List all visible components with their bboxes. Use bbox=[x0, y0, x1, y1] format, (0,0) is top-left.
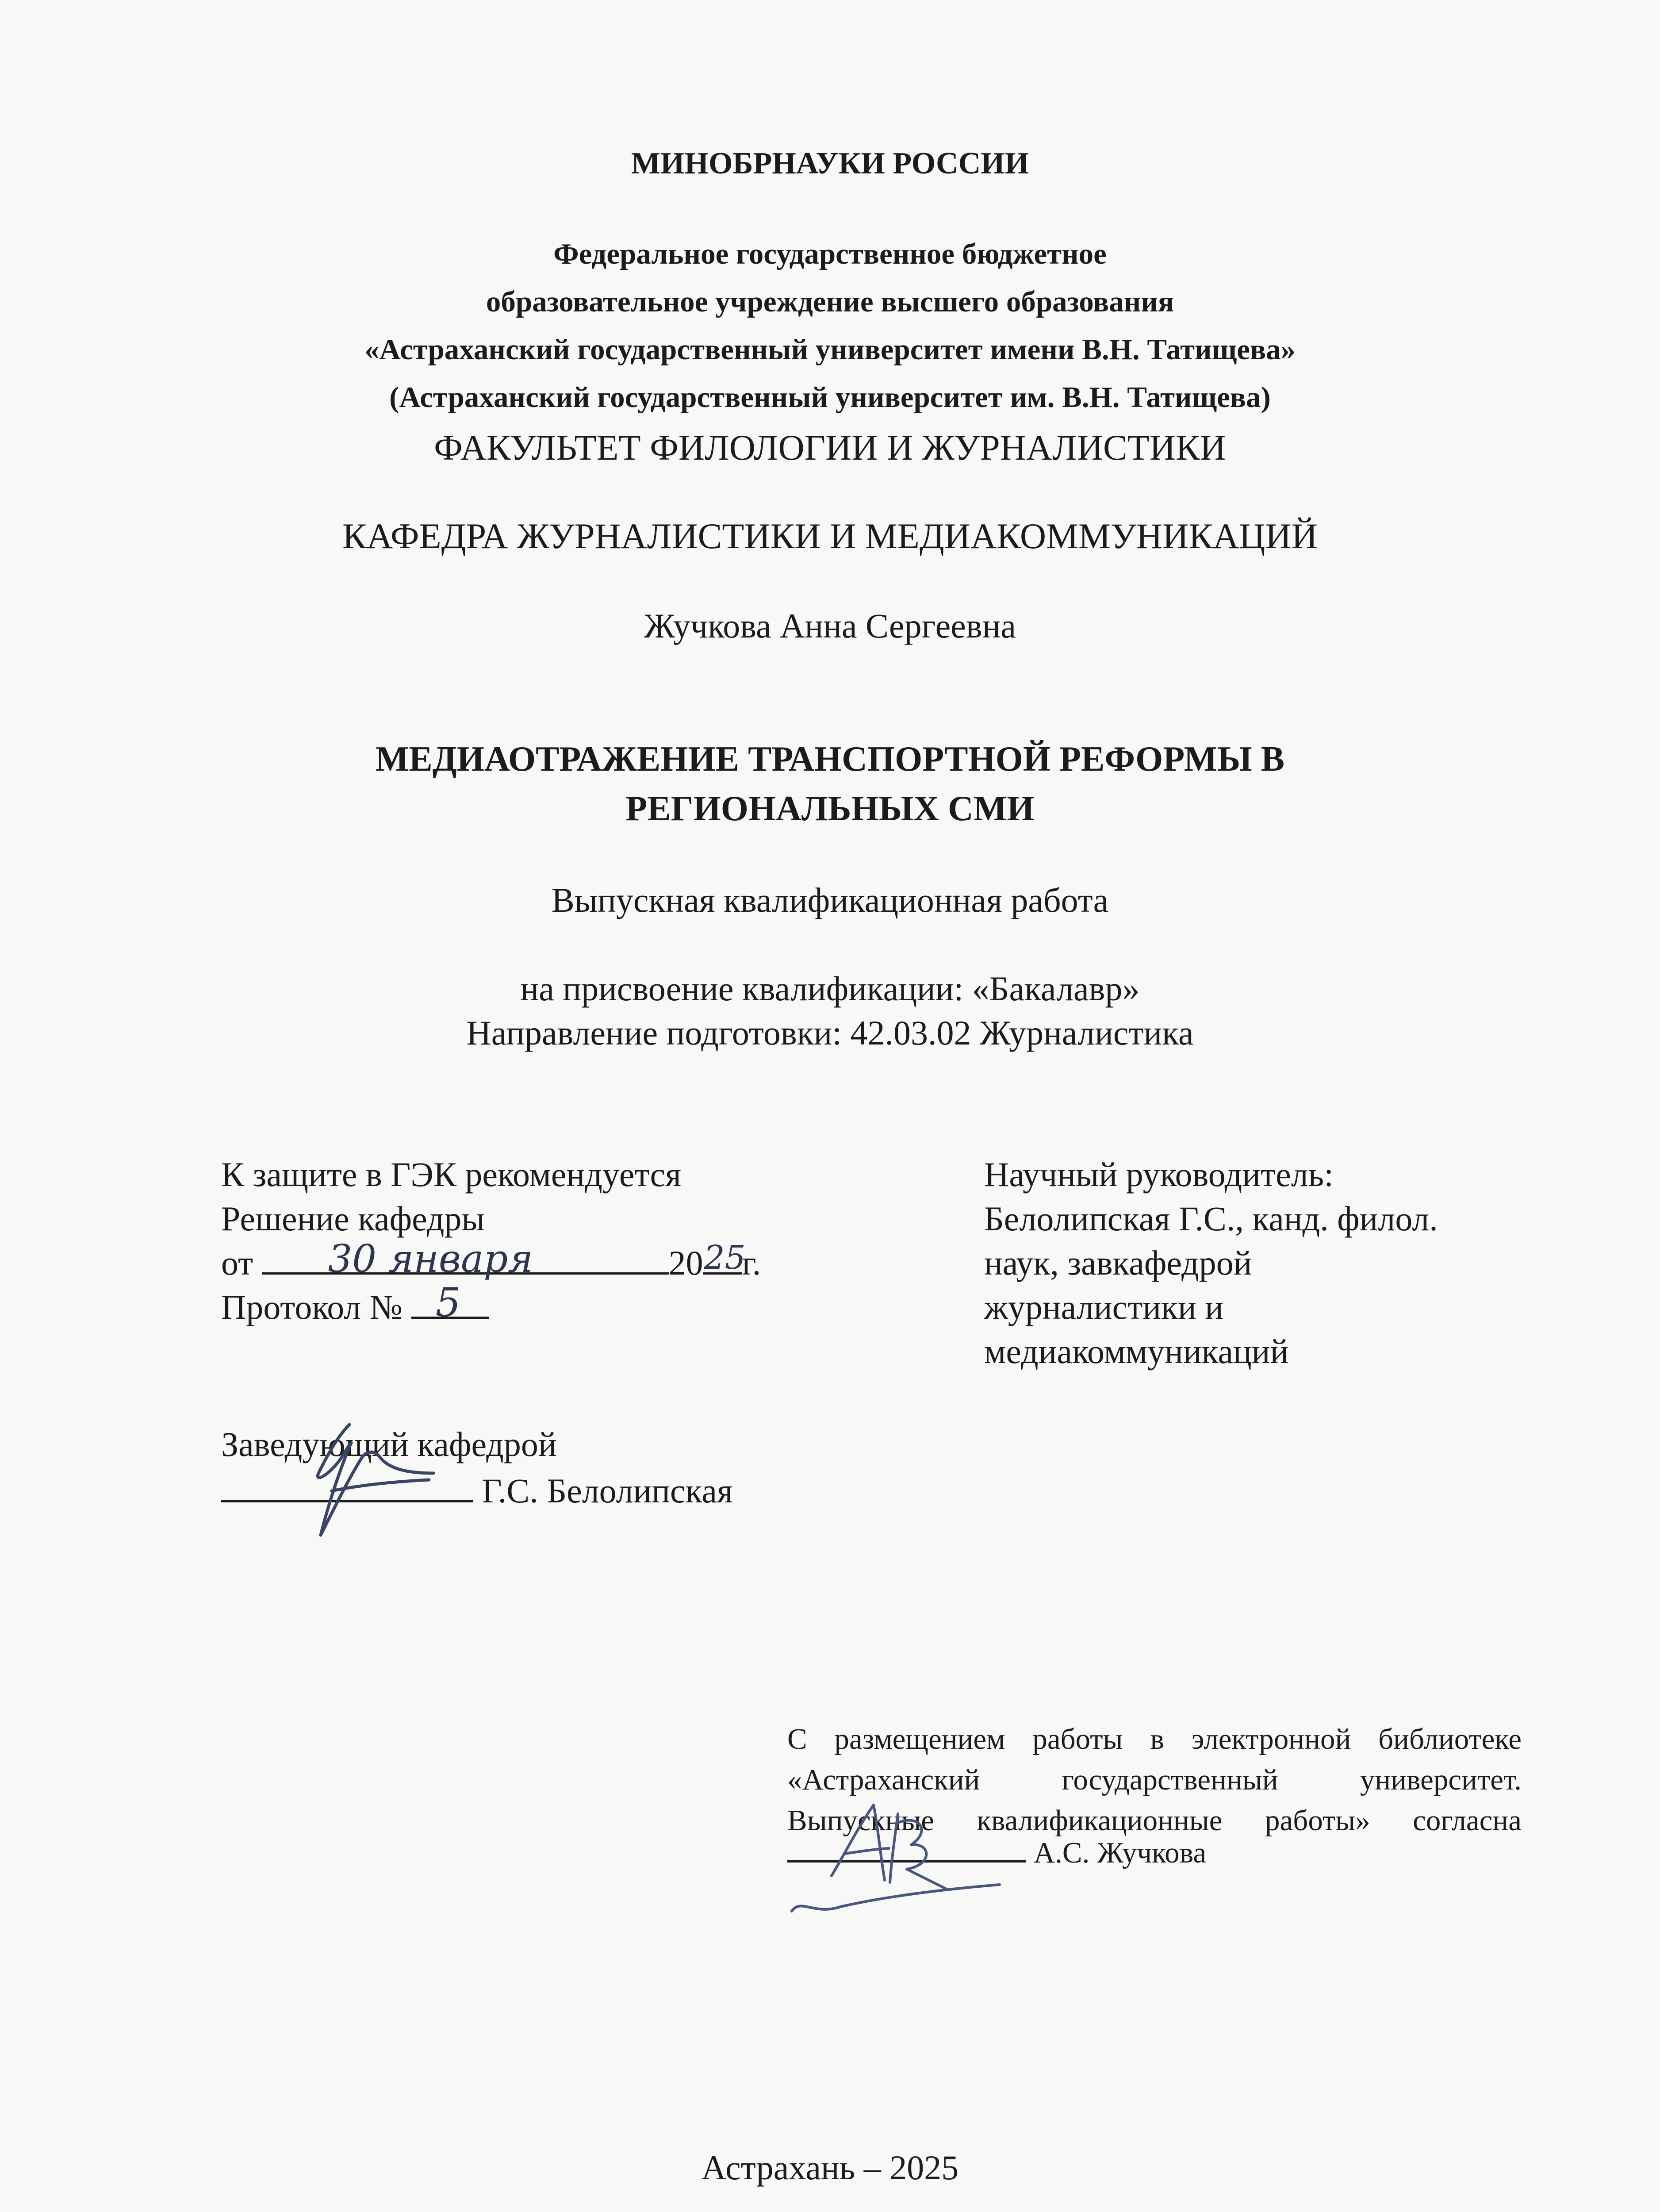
qualification: на присвоение квалификации: «Бакалавр» bbox=[520, 969, 1140, 1008]
consent-line: С размещением работы в электронной библиотеке bbox=[787, 1723, 1522, 1755]
author-name: Жучкова Анна Сергеевна bbox=[644, 607, 1016, 645]
department-name: КАФЕДРА ЖУРНАЛИСТИКИ И МЕДИАКОММУНИКАЦИЙ bbox=[342, 516, 1318, 556]
year-prefix: 20 bbox=[668, 1244, 703, 1282]
year-blank bbox=[703, 1239, 746, 1277]
org-line: Федеральное государственное бюджетное bbox=[553, 238, 1107, 270]
supervisor-line: журналистики и bbox=[984, 1288, 1223, 1326]
defense-recommended: К защите в ГЭК рекомендуется bbox=[221, 1155, 682, 1194]
supervisor-line: наук, завкафедрой bbox=[984, 1244, 1252, 1282]
faculty-name: ФАКУЛЬТЕТ ФИЛОЛОГИИ И ЖУРНАЛИСТИКИ bbox=[434, 427, 1226, 468]
head-signature-icon bbox=[283, 1407, 442, 1548]
defense-decision: Решение кафедры bbox=[221, 1199, 485, 1238]
consent-line: «Астраханский государственный университет. bbox=[787, 1763, 1522, 1796]
head-label: Заведующий кафедрой bbox=[221, 1425, 557, 1463]
org-line: образовательное учреждение высшего образования bbox=[486, 285, 1174, 318]
handwritten-protocol-number: 5 bbox=[435, 1279, 461, 1326]
title-line: РЕГИОНАЛЬНЫХ СМИ bbox=[625, 789, 1035, 828]
protocol-blank bbox=[411, 1279, 489, 1326]
direction: Направление подготовки: 42.03.02 Журналистика bbox=[466, 1014, 1194, 1052]
city-year: Астрахань – 2025 bbox=[701, 2148, 959, 2187]
handwritten-date: 30 января bbox=[328, 1237, 533, 1281]
thesis-title bbox=[0, 734, 1660, 833]
ministry-name: МИНОБРНАУКИ РОССИИ bbox=[631, 146, 1029, 180]
protocol-label: Протокол № bbox=[221, 1288, 403, 1326]
date-blank bbox=[262, 1237, 669, 1281]
organization-name bbox=[0, 230, 1660, 421]
author-signature-icon bbox=[778, 1787, 1008, 1933]
supervisor-label: Научный руководитель: bbox=[984, 1155, 1334, 1194]
supervisor-line: Белолипская Г.С., канд. филол. bbox=[984, 1199, 1438, 1238]
work-type: Выпускная квалификационная работа bbox=[551, 881, 1109, 919]
supervisor-line: медиакоммуникаций bbox=[984, 1332, 1289, 1371]
from-label: от bbox=[221, 1244, 253, 1282]
qualification-block bbox=[0, 967, 1660, 1055]
handwritten-year: 25 bbox=[704, 1239, 746, 1277]
head-name: Г.С. Белолипская bbox=[482, 1471, 733, 1510]
title-line: МЕДИАОТРАЖЕНИЕ ТРАНСПОРТНОЙ РЕФОРМЫ В bbox=[375, 740, 1285, 779]
org-line: «Астраханский государственный университет имени В.Н. Татищева» bbox=[364, 333, 1296, 366]
org-line: (Астраханский государственный университет им. В.Н. Татищева) bbox=[389, 381, 1271, 414]
defense-date-line bbox=[221, 1237, 761, 1283]
consent-name: А.С. Жучкова bbox=[1033, 1836, 1207, 1869]
consent-line: Выпускные квалификационные работы» согласна bbox=[787, 1804, 1522, 1837]
year-suffix: г. bbox=[742, 1244, 761, 1282]
protocol-line bbox=[221, 1279, 489, 1327]
